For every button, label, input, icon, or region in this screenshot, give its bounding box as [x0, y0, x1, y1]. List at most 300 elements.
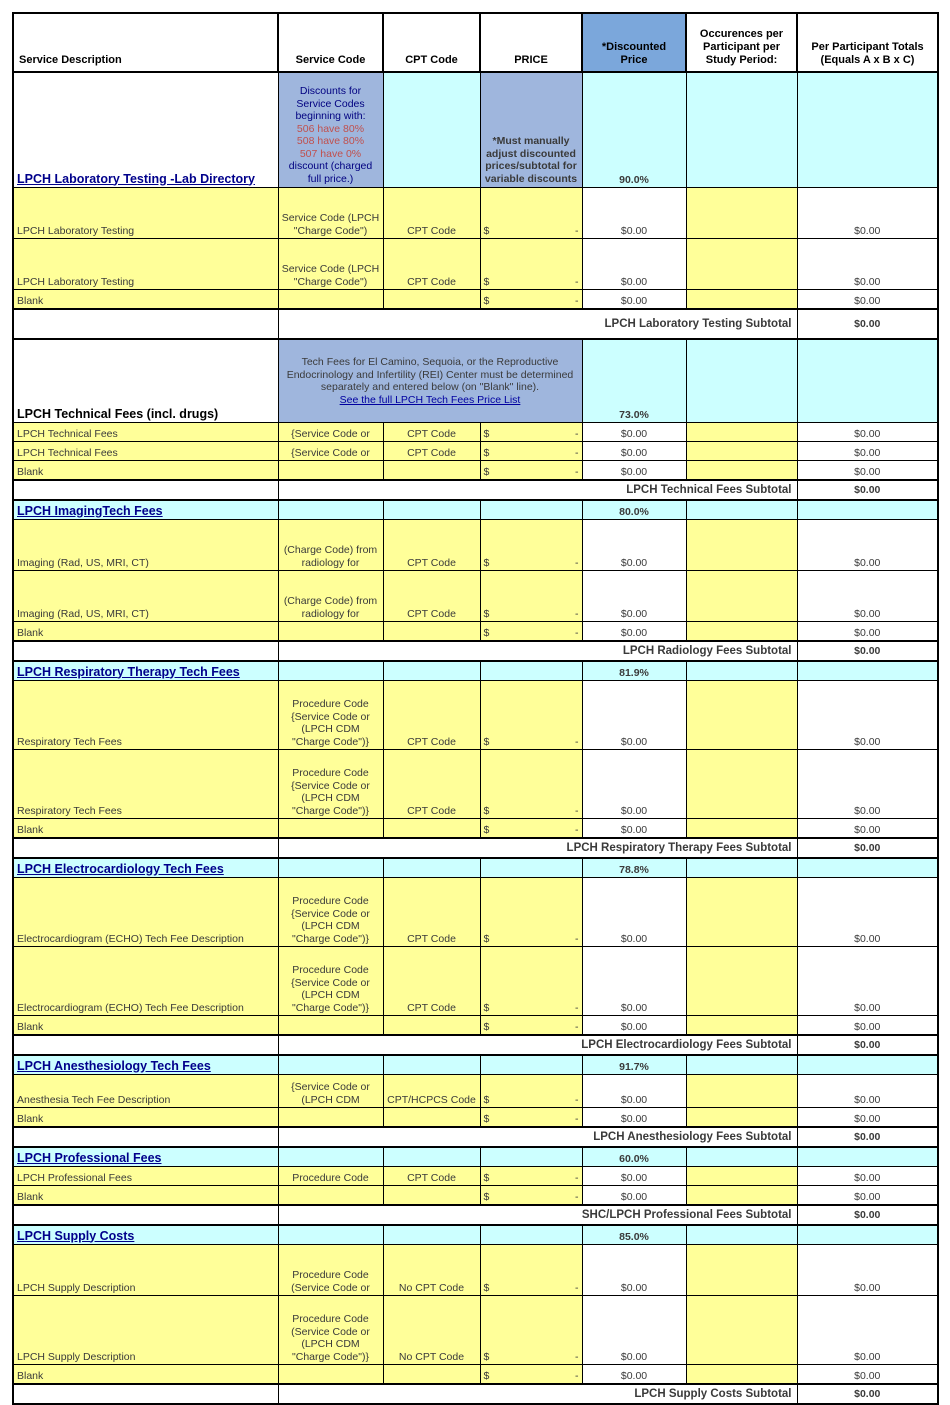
- cpt-code-cell: [383, 1055, 480, 1075]
- subtotal-value: $0.00: [797, 641, 938, 661]
- section-title-cell[interactable]: [13, 72, 278, 188]
- occurrences-cell[interactable]: [686, 423, 797, 442]
- price-cell: [480, 1055, 582, 1075]
- cpt-code-cell[interactable]: [383, 1016, 480, 1036]
- cpt-code-cell[interactable]: CPT Code: [383, 520, 480, 571]
- service-code-cell[interactable]: Service Code (LPCH "Charge Code"): [278, 239, 383, 290]
- subtotal-value: $0.00: [797, 480, 938, 500]
- price-cell[interactable]: [480, 520, 582, 571]
- currency-symbol: $: [483, 626, 490, 639]
- section-title[interactable]: LPCH Anesthesiology Tech Fees: [17, 1058, 211, 1073]
- subtotal-row: [13, 309, 938, 339]
- cpt-code-cell[interactable]: [383, 819, 480, 839]
- occurrences-cell[interactable]: [686, 750, 797, 819]
- price-value: -: [575, 1350, 579, 1363]
- service-code-cell[interactable]: Procedure Code {Service Code or (LPCH CDM "Charge Code")}: [278, 681, 383, 750]
- price-cell[interactable]: [480, 681, 582, 750]
- table-row: [13, 1167, 938, 1186]
- service-code-discount-note: [278, 72, 383, 188]
- price-cell[interactable]: [480, 1186, 582, 1206]
- tech-fees-price-list-link[interactable]: See the full LPCH Tech Fees Price List: [339, 393, 521, 406]
- price-cell[interactable]: [480, 878, 582, 947]
- participant-total-cell: $0.00: [797, 188, 938, 239]
- price-cell[interactable]: [480, 239, 582, 290]
- subtotal-row: [13, 1384, 938, 1404]
- price-value: -: [575, 556, 579, 569]
- price-cell: [480, 858, 582, 878]
- cpt-code-cell[interactable]: CPT Code: [383, 947, 480, 1016]
- subtotal-value: $0.00: [797, 1035, 938, 1055]
- service-code-cell[interactable]: Service Code (LPCH "Charge Code"): [278, 188, 383, 239]
- price-cell[interactable]: [480, 750, 582, 819]
- participant-total-cell: $0.00: [797, 819, 938, 839]
- service-description-cell[interactable]: Blank: [13, 1186, 278, 1206]
- price-value: -: [575, 1369, 579, 1382]
- discounted-price-cell: $0.00: [582, 819, 686, 839]
- discounted-price-cell: $0.00: [582, 239, 686, 290]
- subtotal-row: [13, 480, 938, 500]
- occurrences-cell[interactable]: [686, 661, 797, 681]
- discounted-price-cell: $0.00: [582, 442, 686, 461]
- section-title-cell[interactable]: [13, 1055, 278, 1075]
- price-cell[interactable]: [480, 1245, 582, 1296]
- participant-total-cell: [797, 1225, 938, 1245]
- participant-total-cell: $0.00: [797, 947, 938, 1016]
- price-cell[interactable]: [480, 461, 582, 481]
- service-description-cell[interactable]: Blank: [13, 1016, 278, 1036]
- table-row: [13, 1108, 938, 1128]
- cpt-code-cell[interactable]: CPT Code: [383, 239, 480, 290]
- discount-percent-cell[interactable]: 80.0%: [582, 500, 686, 520]
- occurrences-cell[interactable]: [686, 500, 797, 520]
- service-description-cell[interactable]: LPCH Technical Fees: [13, 442, 278, 461]
- table-row: [13, 750, 938, 819]
- participant-total-cell: $0.00: [797, 622, 938, 642]
- service-description-cell[interactable]: Anesthesia Tech Fee Description: [13, 1075, 278, 1108]
- participant-total-cell: $0.00: [797, 750, 938, 819]
- table-row: [13, 461, 938, 481]
- participant-total-cell: [797, 858, 938, 878]
- subtotal-spacer: [13, 1205, 278, 1225]
- price-value: -: [575, 1001, 579, 1014]
- price-value: -: [575, 1171, 579, 1184]
- service-description-cell[interactable]: Blank: [13, 622, 278, 642]
- currency-symbol: $: [483, 427, 490, 440]
- discounted-price-cell: $0.00: [582, 1016, 686, 1036]
- discounted-price-cell: $0.00: [582, 290, 686, 310]
- service-description-cell[interactable]: LPCH Professional Fees: [13, 1167, 278, 1186]
- subtotal-label: LPCH Supply Costs Subtotal: [278, 1384, 797, 1404]
- occurrences-cell[interactable]: [686, 878, 797, 947]
- service-code-cell[interactable]: Procedure Code {Service Code or (LPCH CDM "Charge Code")}: [278, 878, 383, 947]
- subtotal-spacer: [13, 641, 278, 661]
- subtotal-value: $0.00: [797, 838, 938, 858]
- currency-symbol: $: [483, 556, 490, 569]
- service-code-cell: [278, 1147, 383, 1167]
- col-header-discounted-price-line-1: *Discounted: [601, 41, 667, 53]
- price-cell[interactable]: [480, 188, 582, 239]
- service-code-cell[interactable]: [278, 1016, 383, 1036]
- service-code-cell[interactable]: [278, 819, 383, 839]
- service-code-cell[interactable]: (Charge Code) from radiology for: [278, 571, 383, 622]
- participant-total-cell: $0.00: [797, 520, 938, 571]
- occurrences-cell[interactable]: [686, 1055, 797, 1075]
- occurrences-cell[interactable]: [686, 461, 797, 481]
- price-cell[interactable]: [480, 819, 582, 839]
- service-code-cell: [278, 661, 383, 681]
- subtotal-label: LPCH Respiratory Therapy Fees Subtotal: [278, 838, 797, 858]
- occurrences-cell[interactable]: [686, 1016, 797, 1036]
- price-value: -: [575, 446, 579, 459]
- service-description-cell[interactable]: Electrocardiogram (ECHO) Tech Fee Description: [13, 878, 278, 947]
- cpt-code-cell[interactable]: [383, 290, 480, 310]
- service-code-cell[interactable]: Procedure Code {Service Code or (LPCH CDM "Charge Code")}: [278, 947, 383, 1016]
- discount-percent-cell[interactable]: 81.9%: [582, 661, 686, 681]
- subtotal-spacer: [13, 480, 278, 500]
- cpt-code-cell[interactable]: CPT Code: [383, 188, 480, 239]
- service-code-cell[interactable]: {Service Code or: [278, 442, 383, 461]
- occurrences-cell[interactable]: [686, 290, 797, 310]
- service-description-cell[interactable]: Blank: [13, 461, 278, 481]
- service-description-cell[interactable]: LPCH Laboratory Testing: [13, 239, 278, 290]
- price-cell[interactable]: [480, 290, 582, 310]
- occurrences-cell[interactable]: [686, 239, 797, 290]
- price-value: -: [575, 1112, 579, 1125]
- occurrences-cell[interactable]: [686, 339, 797, 423]
- price-value: -: [575, 607, 579, 620]
- section-header-row: [13, 500, 938, 520]
- price-value: -: [575, 626, 579, 639]
- price-cell[interactable]: [480, 1016, 582, 1036]
- section-header-row: [13, 72, 938, 188]
- col-header-discounted-price-line-2: Price: [620, 54, 648, 66]
- discounted-price-cell: $0.00: [582, 1245, 686, 1296]
- subtotal-row: [13, 1127, 938, 1147]
- price-cell[interactable]: [480, 1296, 582, 1365]
- price-cell[interactable]: [480, 442, 582, 461]
- participant-total-cell: [797, 1147, 938, 1167]
- price-cell: [480, 661, 582, 681]
- occurrences-cell[interactable]: [686, 72, 797, 188]
- discount-note-line-5: 508 have 80%: [296, 135, 365, 147]
- section-title: LPCH Technical Fees (incl. drugs): [17, 406, 219, 421]
- participant-total-cell: [797, 1055, 938, 1075]
- section-header-row: [13, 858, 938, 878]
- price-value: -: [575, 427, 579, 440]
- service-code-cell[interactable]: [278, 461, 383, 481]
- service-description-cell[interactable]: Imaging (Rad, US, MRI, CT): [13, 571, 278, 622]
- discount-percent-cell[interactable]: 85.0%: [582, 1225, 686, 1245]
- discounted-price-cell: $0.00: [582, 878, 686, 947]
- pricing-table: [12, 12, 939, 1405]
- section-title-cell[interactable]: [13, 661, 278, 681]
- participant-total-cell: $0.00: [797, 1365, 938, 1385]
- section-title[interactable]: LPCH Professional Fees: [17, 1150, 162, 1165]
- price-value: -: [575, 1020, 579, 1033]
- col-header-occurrences-line-1: Occurences per: [699, 28, 784, 40]
- occurrences-cell[interactable]: [686, 947, 797, 1016]
- cpt-code-cell[interactable]: CPT Code: [383, 423, 480, 442]
- subtotal-row: [13, 641, 938, 661]
- discount-percent-cell[interactable]: 90.0%: [582, 72, 686, 188]
- service-code-cell[interactable]: Procedure Code: [278, 1167, 383, 1186]
- currency-symbol: $: [483, 1171, 490, 1184]
- cpt-code-cell[interactable]: CPT Code: [383, 878, 480, 947]
- subtotal-value: $0.00: [797, 1205, 938, 1225]
- column-header-row: [13, 13, 938, 72]
- section-title-cell[interactable]: [13, 500, 278, 520]
- currency-symbol: $: [483, 735, 490, 748]
- occurrences-cell[interactable]: [686, 571, 797, 622]
- section-title-cell[interactable]: [13, 339, 278, 423]
- subtotal-spacer: [13, 1035, 278, 1055]
- price-cell[interactable]: [480, 423, 582, 442]
- section-header-row: [13, 1147, 938, 1167]
- discount-percent-cell[interactable]: 78.8%: [582, 858, 686, 878]
- price-cell[interactable]: [480, 571, 582, 622]
- service-description-cell[interactable]: LPCH Supply Description: [13, 1296, 278, 1365]
- participant-total-cell: $0.00: [797, 1108, 938, 1128]
- col-header-discounted-price: [582, 13, 686, 72]
- discounted-price-cell: $0.00: [582, 1075, 686, 1108]
- table-row: [13, 681, 938, 750]
- section-title-cell[interactable]: [13, 858, 278, 878]
- cpt-code-cell: [383, 500, 480, 520]
- discounted-price-cell: $0.00: [582, 423, 686, 442]
- table-row: [13, 1245, 938, 1296]
- discounted-price-cell: $0.00: [582, 947, 686, 1016]
- service-description-cell[interactable]: Respiratory Tech Fees: [13, 750, 278, 819]
- discounted-price-cell: $0.00: [582, 750, 686, 819]
- tech-fees-note: [278, 339, 582, 423]
- occurrences-cell[interactable]: [686, 1365, 797, 1385]
- service-code-cell[interactable]: {Service Code or: [278, 423, 383, 442]
- occurrences-cell[interactable]: [686, 1296, 797, 1365]
- currency-symbol: $: [483, 804, 490, 817]
- discount-percent-cell[interactable]: 91.7%: [582, 1055, 686, 1075]
- price-cell: [480, 500, 582, 520]
- discounted-price-cell: $0.00: [582, 520, 686, 571]
- col-header-service-code: Service Code: [278, 13, 383, 72]
- subtotal-label: LPCH Technical Fees Subtotal: [278, 480, 797, 500]
- discount-percent-cell[interactable]: 73.0%: [582, 339, 686, 423]
- occurrences-cell[interactable]: [686, 681, 797, 750]
- col-header-occurrences-line-3: Study Period:: [705, 54, 778, 66]
- table-row: [13, 188, 938, 239]
- cpt-code-cell: [383, 72, 480, 188]
- price-value: -: [575, 735, 579, 748]
- table-row: [13, 571, 938, 622]
- col-header-occurrences-line-2: Participant per: [702, 41, 781, 53]
- occurrences-cell[interactable]: [686, 520, 797, 571]
- table-row: [13, 442, 938, 461]
- service-code-cell: [278, 1055, 383, 1075]
- col-header-occurrences: [686, 13, 797, 72]
- price-value: -: [575, 224, 579, 237]
- currency-symbol: $: [483, 1112, 490, 1125]
- subtotal-value: $0.00: [797, 1384, 938, 1404]
- occurrences-cell[interactable]: [686, 858, 797, 878]
- section-title[interactable]: LPCH Laboratory Testing -Lab Directory: [17, 171, 255, 186]
- occurrences-cell[interactable]: [686, 1167, 797, 1186]
- service-description-cell[interactable]: Blank: [13, 1108, 278, 1128]
- discount-note-line-1: Discounts for: [299, 85, 362, 97]
- subtotal-label: SHC/LPCH Professional Fees Subtotal: [278, 1205, 797, 1225]
- col-header-service-description: Service Description: [13, 13, 278, 72]
- occurrences-cell[interactable]: [686, 1245, 797, 1296]
- participant-total-cell: [797, 72, 938, 188]
- cpt-code-cell[interactable]: [383, 1108, 480, 1128]
- cpt-code-cell[interactable]: CPT Code: [383, 681, 480, 750]
- price-value: -: [575, 1190, 579, 1203]
- service-code-cell: [278, 858, 383, 878]
- discounted-price-cell: $0.00: [582, 622, 686, 642]
- occurrences-cell[interactable]: [686, 1075, 797, 1108]
- service-code-cell[interactable]: [278, 290, 383, 310]
- price-cell[interactable]: [480, 1167, 582, 1186]
- service-code-cell[interactable]: [278, 1186, 383, 1206]
- subtotal-row: [13, 1205, 938, 1225]
- participant-total-cell: [797, 500, 938, 520]
- section-title[interactable]: LPCH ImagingTech Fees: [17, 503, 163, 518]
- service-code-cell[interactable]: {Service Code or (LPCH CDM: [278, 1075, 383, 1108]
- table-row: [13, 878, 938, 947]
- discounted-price-cell: $0.00: [582, 461, 686, 481]
- participant-total-cell: $0.00: [797, 1075, 938, 1108]
- discount-note-line-2: Service Codes: [296, 97, 365, 110]
- service-description-cell[interactable]: LPCH Supply Description: [13, 1245, 278, 1296]
- currency-symbol: $: [483, 1350, 490, 1363]
- price-cell[interactable]: [480, 1108, 582, 1128]
- service-description-cell[interactable]: Blank: [13, 1365, 278, 1385]
- service-description-cell[interactable]: LPCH Laboratory Testing: [13, 188, 278, 239]
- cpt-code-cell[interactable]: CPT Code: [383, 750, 480, 819]
- participant-total-cell: $0.00: [797, 1296, 938, 1365]
- participant-total-cell: $0.00: [797, 461, 938, 481]
- occurrences-cell[interactable]: [686, 1108, 797, 1128]
- col-header-price: PRICE: [480, 13, 582, 72]
- service-description-cell[interactable]: Blank: [13, 290, 278, 310]
- service-code-cell[interactable]: [278, 1365, 383, 1385]
- cpt-code-cell[interactable]: [383, 1186, 480, 1206]
- participant-total-cell: [797, 661, 938, 681]
- cpt-code-cell[interactable]: CPT Code: [383, 442, 480, 461]
- price-cell[interactable]: [480, 1075, 582, 1108]
- service-description-cell[interactable]: Electrocardiogram (ECHO) Tech Fee Description: [13, 947, 278, 1016]
- currency-symbol: $: [483, 275, 490, 288]
- section-title[interactable]: LPCH Respiratory Therapy Tech Fees: [17, 664, 240, 679]
- discounted-price-cell: $0.00: [582, 571, 686, 622]
- occurrences-cell[interactable]: [686, 1225, 797, 1245]
- subtotal-row: [13, 1035, 938, 1055]
- price-cell: [480, 1225, 582, 1245]
- subtotal-value: $0.00: [797, 1127, 938, 1147]
- currency-symbol: $: [483, 1001, 490, 1014]
- service-description-cell[interactable]: Blank: [13, 819, 278, 839]
- cpt-code-cell[interactable]: No CPT Code: [383, 1296, 480, 1365]
- section-title-cell[interactable]: [13, 1147, 278, 1167]
- service-description-cell[interactable]: Imaging (Rad, US, MRI, CT): [13, 520, 278, 571]
- service-code-cell[interactable]: [278, 622, 383, 642]
- participant-total-cell: [797, 339, 938, 423]
- price-value: -: [575, 804, 579, 817]
- section-header-row: [13, 661, 938, 681]
- discounted-price-cell: $0.00: [582, 681, 686, 750]
- participant-total-cell: $0.00: [797, 878, 938, 947]
- currency-symbol: $: [483, 1093, 490, 1106]
- currency-symbol: $: [483, 1020, 490, 1033]
- cpt-code-cell: [383, 858, 480, 878]
- service-description-cell[interactable]: LPCH Technical Fees: [13, 423, 278, 442]
- discounted-price-cell: $0.00: [582, 1167, 686, 1186]
- participant-total-cell: $0.00: [797, 423, 938, 442]
- cpt-code-cell[interactable]: No CPT Code: [383, 1245, 480, 1296]
- price-manual-adjust-note: *Must manually adjust discounted prices/subtotal for variable discounts: [480, 72, 582, 188]
- price-value: -: [575, 1093, 579, 1106]
- price-cell: [480, 1147, 582, 1167]
- price-cell[interactable]: [480, 622, 582, 642]
- discount-note-line-3: beginning with:: [295, 110, 366, 122]
- price-value: -: [575, 275, 579, 288]
- price-cell[interactable]: [480, 1365, 582, 1385]
- cpt-code-cell[interactable]: CPT Code: [383, 1167, 480, 1186]
- subtotal-spacer: [13, 1127, 278, 1147]
- col-header-participant-totals-line-1: Per Participant Totals: [811, 41, 924, 53]
- cpt-code-cell[interactable]: [383, 461, 480, 481]
- service-description-cell[interactable]: Respiratory Tech Fees: [13, 681, 278, 750]
- price-cell[interactable]: [480, 947, 582, 1016]
- occurrences-cell[interactable]: [686, 442, 797, 461]
- occurrences-cell[interactable]: [686, 819, 797, 839]
- currency-symbol: $: [483, 607, 490, 620]
- occurrences-cell[interactable]: [686, 622, 797, 642]
- col-header-cpt-code: CPT Code: [383, 13, 480, 72]
- cpt-code-cell[interactable]: CPT/HCPCS Code: [383, 1075, 480, 1108]
- occurrences-cell[interactable]: [686, 1186, 797, 1206]
- subtotal-label: LPCH Radiology Fees Subtotal: [278, 641, 797, 661]
- tech-fees-note-text: Tech Fees for El Camino, Sequoia, or the Reproductive Endocrinology and Infertility (REI) Center must be determined separately and entered below (on "Blank" line).: [286, 356, 574, 393]
- service-code-cell[interactable]: Procedure Code {Service Code or (LPCH CDM "Charge Code")}: [278, 750, 383, 819]
- subtotal-label: LPCH Anesthesiology Fees Subtotal: [278, 1127, 797, 1147]
- participant-total-cell: $0.00: [797, 1016, 938, 1036]
- table-row: [13, 1075, 938, 1108]
- cpt-code-cell[interactable]: CPT Code: [383, 571, 480, 622]
- service-code-cell[interactable]: [278, 1108, 383, 1128]
- table-row: [13, 290, 938, 310]
- currency-symbol: $: [483, 294, 490, 307]
- cpt-code-cell[interactable]: [383, 622, 480, 642]
- currency-symbol: $: [483, 1281, 490, 1294]
- participant-total-cell: $0.00: [797, 1167, 938, 1186]
- service-code-cell[interactable]: (Charge Code) from radiology for: [278, 520, 383, 571]
- service-code-cell[interactable]: Procedure Code (Service Code or (LPCH CDM "Charge Code")}: [278, 1296, 383, 1365]
- currency-symbol: $: [483, 224, 490, 237]
- occurrences-cell[interactable]: [686, 188, 797, 239]
- currency-symbol: $: [483, 823, 490, 836]
- price-value: -: [575, 823, 579, 836]
- cpt-code-cell: [383, 1147, 480, 1167]
- occurrences-cell[interactable]: [686, 1147, 797, 1167]
- currency-symbol: $: [483, 446, 490, 459]
- section-title[interactable]: LPCH Supply Costs: [17, 1228, 135, 1243]
- section-title-cell[interactable]: [13, 1225, 278, 1245]
- participant-total-cell: $0.00: [797, 442, 938, 461]
- discount-percent-cell[interactable]: 60.0%: [582, 1147, 686, 1167]
- subtotal-label: LPCH Laboratory Testing Subtotal: [278, 309, 797, 339]
- cpt-code-cell[interactable]: [383, 1365, 480, 1385]
- service-code-cell[interactable]: Procedure Code (Service Code or: [278, 1245, 383, 1296]
- section-title[interactable]: LPCH Electrocardiology Tech Fees: [17, 861, 224, 876]
